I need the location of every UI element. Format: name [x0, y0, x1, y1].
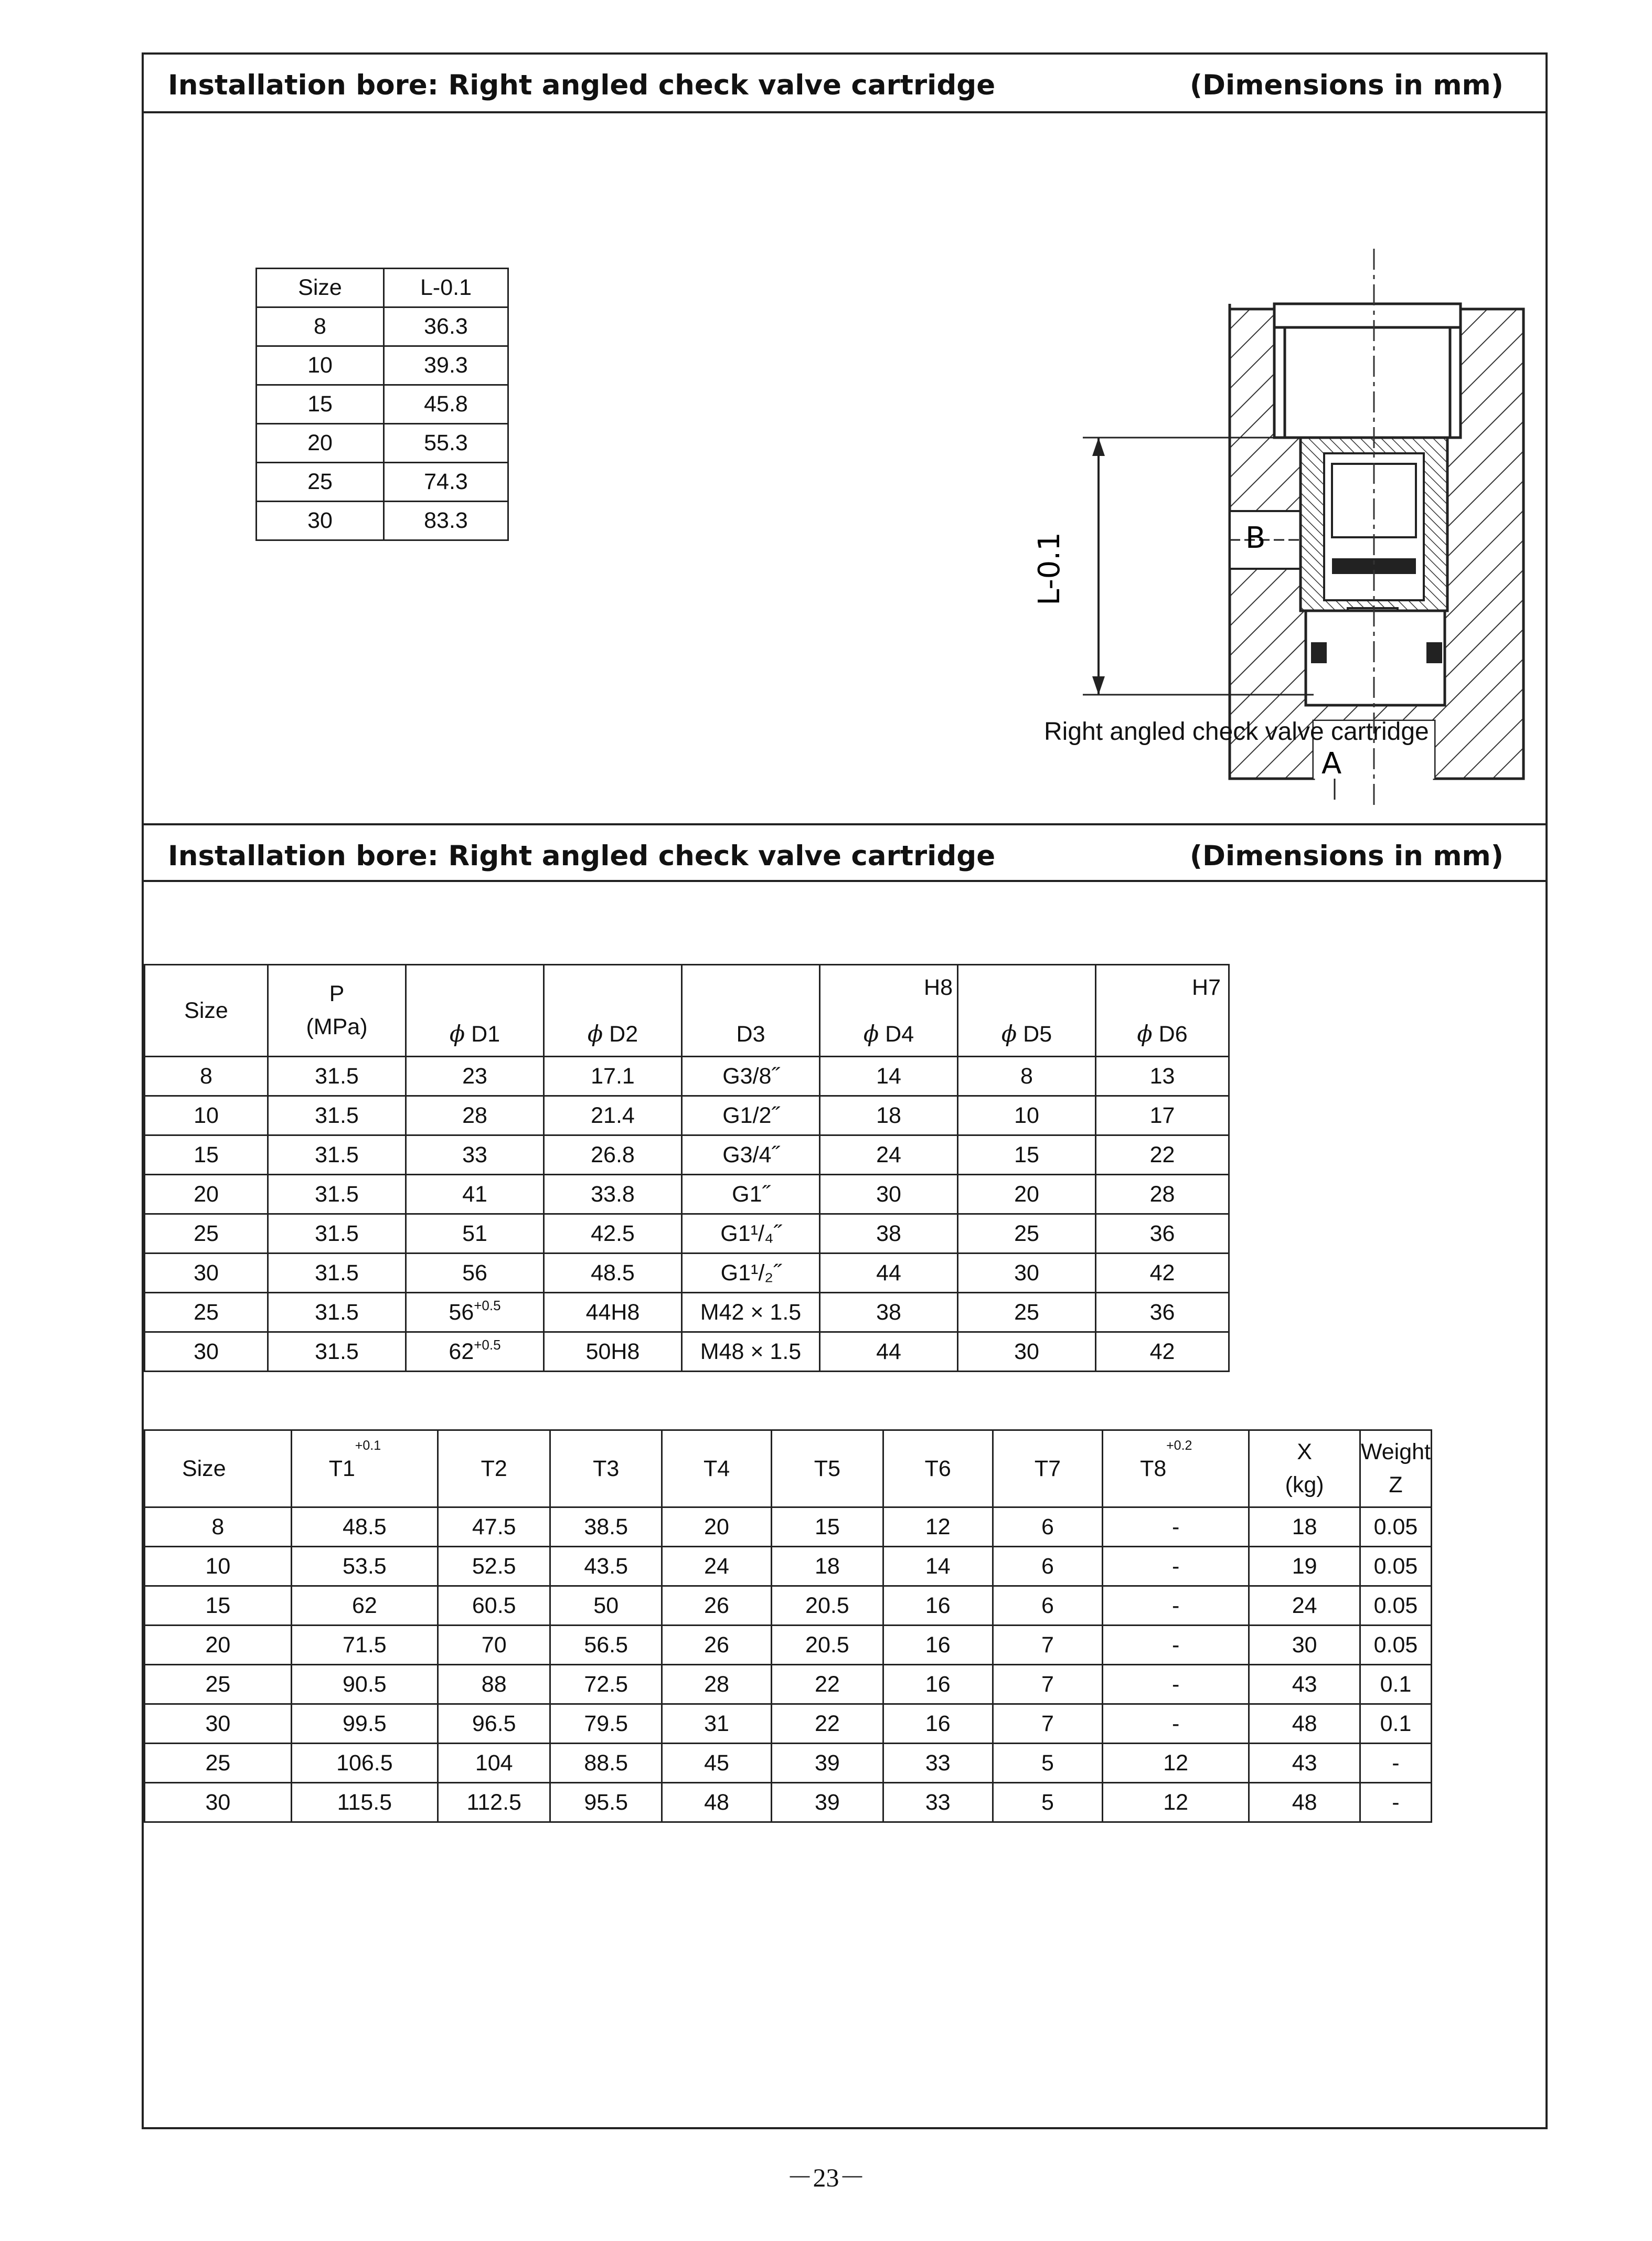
table-row [145, 1096, 1229, 1135]
header-d4: H8 ϕ D4 [820, 965, 958, 1057]
table-cell: 31.5 [268, 1332, 406, 1372]
table-cell: 30 [145, 1254, 268, 1293]
table-cell: 20 [145, 1175, 268, 1214]
table-row [145, 1783, 1432, 1822]
header-x: X (kg) [1249, 1430, 1360, 1507]
table-cell: 60.5 [438, 1586, 550, 1626]
length-table-header: Size [257, 269, 384, 307]
table-cell: 71.5 [291, 1626, 438, 1665]
table-cell: 48.5 [544, 1254, 682, 1293]
table-cell: 115.5 [291, 1783, 438, 1822]
table-cell: 47.5 [438, 1507, 550, 1547]
table-cell: 53.5 [291, 1547, 438, 1586]
table-row [257, 463, 508, 502]
table-cell: 33 [406, 1135, 544, 1175]
table-cell: 83.3 [384, 502, 508, 540]
table-row [145, 1175, 1229, 1214]
table-cell: 45.8 [384, 385, 508, 424]
table-cell: - [1360, 1744, 1431, 1783]
table-cell: - [1103, 1547, 1249, 1586]
table-cell: 25 [145, 1744, 292, 1783]
table-row [145, 1507, 1432, 1547]
table-cell: 19 [1249, 1547, 1360, 1586]
table-cell: 14 [883, 1547, 993, 1586]
table-cell: 51 [406, 1214, 544, 1254]
header-t2: T2 [438, 1430, 550, 1507]
header-d6: H7 ϕ D6 [1096, 965, 1229, 1057]
table-row [257, 385, 508, 424]
table-cell: 23 [406, 1057, 544, 1096]
table-cell: 20 [662, 1507, 771, 1547]
table-cell: 0.1 [1360, 1665, 1431, 1704]
table-row [145, 1704, 1432, 1744]
table-cell: 25 [958, 1214, 1096, 1254]
table-row [145, 1744, 1432, 1783]
table-row [257, 424, 508, 463]
table-cell: 48 [1249, 1704, 1360, 1744]
table-cell: 7 [993, 1665, 1102, 1704]
table-cell: 15 [772, 1507, 883, 1547]
table-cell: 44H8 [544, 1293, 682, 1332]
table-cell: 28 [1096, 1175, 1229, 1214]
table-cell: 7 [993, 1626, 1102, 1665]
table-row [145, 1214, 1229, 1254]
table-cell: 42 [1096, 1332, 1229, 1372]
table-cell: 22 [772, 1665, 883, 1704]
header-d2: ϕ D2 [544, 965, 682, 1057]
table-cell: 17 [1096, 1096, 1229, 1135]
table-cell: 38 [820, 1293, 958, 1332]
table-cell: 25 [257, 463, 384, 502]
table-cell: 30 [257, 502, 384, 540]
table-cell: 104 [438, 1744, 550, 1783]
table-cell: 48 [1249, 1783, 1360, 1822]
diagram-caption: Right angled check valve cartridge [1044, 718, 1429, 746]
table-cell: 38.5 [550, 1507, 662, 1547]
table-cell: 50 [550, 1586, 662, 1626]
table-cell: 15 [145, 1135, 268, 1175]
table-row [145, 1135, 1229, 1175]
table-cell: 33 [883, 1783, 993, 1822]
table-cell: 16 [883, 1665, 993, 1704]
header-size: Size [145, 1430, 292, 1507]
section-header-1 [144, 55, 1546, 113]
table-cell: 38 [820, 1214, 958, 1254]
table-cell: 55.3 [384, 424, 508, 463]
table-row [145, 1626, 1432, 1665]
table-cell: G1/2˝ [682, 1096, 820, 1135]
table-cell: 8 [958, 1057, 1096, 1096]
table-cell: 62 [291, 1586, 438, 1626]
section-title-2: Installation bore: Right angled check valve cartridge [168, 840, 996, 872]
table-cell: 31 [662, 1704, 771, 1744]
table-cell: 44 [820, 1332, 958, 1372]
table-cell: 30 [958, 1332, 1096, 1372]
table-cell: 88 [438, 1665, 550, 1704]
table-row [257, 307, 508, 346]
table-cell: 16 [883, 1626, 993, 1665]
table-cell: 0.1 [1360, 1704, 1431, 1744]
table-cell: 0.05 [1360, 1547, 1431, 1586]
table-cell: 36 [1096, 1293, 1229, 1332]
table-cell: - [1103, 1626, 1249, 1665]
table-cell: 30 [1249, 1626, 1360, 1665]
table-cell: 39.3 [384, 346, 508, 385]
table-cell: 30 [145, 1783, 292, 1822]
table-cell: 106.5 [291, 1744, 438, 1783]
table-cell: 0.05 [1360, 1586, 1431, 1626]
table-cell: 30 [145, 1704, 292, 1744]
page-frame [142, 52, 1548, 2129]
table-cell: M48 × 1.5 [682, 1332, 820, 1372]
table-cell: G1¹/₄˝ [682, 1214, 820, 1254]
table-cell: 10 [257, 346, 384, 385]
table-row [145, 1547, 1432, 1586]
length-table-header: L-0.1 [384, 269, 508, 307]
header-d3: D3 [682, 965, 820, 1057]
table-cell: 24 [662, 1547, 771, 1586]
table-row [145, 1293, 1229, 1332]
table-cell: $62^{+0.5}$ [406, 1332, 544, 1372]
table-cell: 25 [145, 1214, 268, 1254]
table-cell: 36.3 [384, 307, 508, 346]
table-cell: $56^{+0.5}$ [406, 1293, 544, 1332]
table-cell: 48.5 [291, 1507, 438, 1547]
table-cell: 20.5 [772, 1586, 883, 1626]
table-cell: 15 [257, 385, 384, 424]
table-cell: 5 [993, 1783, 1102, 1822]
table-cell: 42.5 [544, 1214, 682, 1254]
table-cell: 39 [772, 1783, 883, 1822]
table-cell: 96.5 [438, 1704, 550, 1744]
table-row [257, 502, 508, 540]
dimensions-note-1: (Dimensions in mm) [1189, 69, 1504, 101]
table-cell: 20.5 [772, 1626, 883, 1665]
table-row [145, 1665, 1432, 1704]
table-cell: 7 [993, 1704, 1102, 1744]
table-cell: 18 [820, 1096, 958, 1135]
table-cell: 0.05 [1360, 1626, 1431, 1665]
table-cell: 0.05 [1360, 1507, 1431, 1547]
table-cell: 31.5 [268, 1254, 406, 1293]
table-cell: 25 [958, 1293, 1096, 1332]
table-header-row [145, 965, 1229, 1057]
table-cell: 24 [820, 1135, 958, 1175]
table-cell: 15 [958, 1135, 1096, 1175]
table-cell: - [1103, 1507, 1249, 1547]
table-cell: 8 [145, 1507, 292, 1547]
table-cell: 10 [145, 1547, 292, 1586]
table-cell: 12 [1103, 1783, 1249, 1822]
table-cell: 30 [145, 1332, 268, 1372]
table-cell: 31.5 [268, 1214, 406, 1254]
table-cell: 5 [993, 1744, 1102, 1783]
table-cell: 16 [883, 1704, 993, 1744]
table-cell: 8 [257, 307, 384, 346]
table-cell: 25 [145, 1293, 268, 1332]
table-cell: 33 [883, 1744, 993, 1783]
table-cell: 22 [1096, 1135, 1229, 1175]
table-row [145, 1254, 1229, 1293]
table-cell: 43.5 [550, 1547, 662, 1586]
table-cell: 26.8 [544, 1135, 682, 1175]
table-cell: 52.5 [438, 1547, 550, 1586]
table-row [145, 1057, 1229, 1096]
header-t8: +0.2 T8 [1103, 1430, 1249, 1507]
header-t7: T7 [993, 1430, 1102, 1507]
port-label-b: B [1245, 521, 1266, 555]
table-cell: 31.5 [268, 1293, 406, 1332]
header-t5: T5 [772, 1430, 883, 1507]
table-cell: G3/8˝ [682, 1057, 820, 1096]
table-cell: 56 [406, 1254, 544, 1293]
table-cell: 18 [1249, 1507, 1360, 1547]
table-cell: 20 [958, 1175, 1096, 1214]
table-cell: 44 [820, 1254, 958, 1293]
table-cell: 112.5 [438, 1783, 550, 1822]
table-cell: 6 [993, 1586, 1102, 1626]
table-cell: M42 × 1.5 [682, 1293, 820, 1332]
header-t6: T6 [883, 1430, 993, 1507]
header-d5: ϕ D5 [958, 965, 1096, 1057]
table-cell: 88.5 [550, 1744, 662, 1783]
table-cell: 95.5 [550, 1783, 662, 1822]
table-cell: G1˝ [682, 1175, 820, 1214]
table-row [145, 1586, 1432, 1626]
table-cell: 70 [438, 1626, 550, 1665]
header-t1: +0.1 T1 [291, 1430, 438, 1507]
dimension-label-length: L-0.1 [1032, 532, 1067, 606]
table-cell: 26 [662, 1586, 771, 1626]
port-label-a: A [1321, 747, 1342, 781]
header-p: P (MPa) [268, 965, 406, 1057]
table-header-row [145, 1430, 1432, 1507]
table-cell: 22 [772, 1704, 883, 1744]
length-table [255, 268, 509, 541]
table-cell: 15 [145, 1586, 292, 1626]
table-cell: 50H8 [544, 1332, 682, 1372]
table-cell: 21.4 [544, 1096, 682, 1135]
table-cell: 31.5 [268, 1175, 406, 1214]
section-title-1: Installation bore: Right angled check valve cartridge [168, 69, 996, 101]
table-cell: 99.5 [291, 1704, 438, 1744]
section-header-2 [144, 823, 1546, 882]
table-cell: - [1360, 1783, 1431, 1822]
table-cell: 45 [662, 1744, 771, 1783]
table-cell: 20 [145, 1626, 292, 1665]
table-cell: 18 [772, 1547, 883, 1586]
table-cell: 43 [1249, 1744, 1360, 1783]
table-cell: 48 [662, 1783, 771, 1822]
table-cell: 28 [662, 1665, 771, 1704]
table-cell: 31.5 [268, 1057, 406, 1096]
table-cell: 74.3 [384, 463, 508, 502]
table-cell: G3/4˝ [682, 1135, 820, 1175]
table-cell: 90.5 [291, 1665, 438, 1704]
header-t3: T3 [550, 1430, 662, 1507]
table-cell: 13 [1096, 1057, 1229, 1096]
table-cell: 26 [662, 1626, 771, 1665]
table-cell: 6 [993, 1507, 1102, 1547]
header-t4: T4 [662, 1430, 771, 1507]
table-cell: 25 [145, 1665, 292, 1704]
table-cell: 16 [883, 1586, 993, 1626]
table-cell: - [1103, 1704, 1249, 1744]
table-cell: 30 [958, 1254, 1096, 1293]
table-cell: G1¹/₂˝ [682, 1254, 820, 1293]
table-cell: 30 [820, 1175, 958, 1214]
table-cell: 20 [257, 424, 384, 463]
table-cell: 12 [883, 1507, 993, 1547]
dimensions-note-2: (Dimensions in mm) [1189, 840, 1504, 872]
table-cell: 24 [1249, 1586, 1360, 1626]
table-row [257, 346, 508, 385]
header-d1: ϕ D1 [406, 965, 544, 1057]
header-size: Size [145, 965, 268, 1057]
table-cell: 10 [145, 1096, 268, 1135]
table-cell: 14 [820, 1057, 958, 1096]
table-cell: 33.8 [544, 1175, 682, 1214]
table-cell: 6 [993, 1547, 1102, 1586]
table-cell: 31.5 [268, 1096, 406, 1135]
header-weight: Weight Z [1360, 1430, 1431, 1507]
table-cell: 43 [1249, 1665, 1360, 1704]
table-cell: 41 [406, 1175, 544, 1214]
table-cell: 17.1 [544, 1057, 682, 1096]
table-cell: 79.5 [550, 1704, 662, 1744]
table-cell: - [1103, 1586, 1249, 1626]
table-cell: 36 [1096, 1214, 1229, 1254]
depth-weight-table [144, 1429, 1432, 1823]
table-cell: 12 [1103, 1744, 1249, 1783]
table-row [145, 1332, 1229, 1372]
table-cell: 31.5 [268, 1135, 406, 1175]
table-cell: 72.5 [550, 1665, 662, 1704]
page-number: －23－ [786, 2163, 866, 2192]
table-cell: 28 [406, 1096, 544, 1135]
table-cell: 8 [145, 1057, 268, 1096]
bore-dimensions-table [144, 964, 1230, 1372]
table-cell: 42 [1096, 1254, 1229, 1293]
table-cell: 39 [772, 1744, 883, 1783]
table-cell: 10 [958, 1096, 1096, 1135]
table-cell: - [1103, 1665, 1249, 1704]
table-cell: 56.5 [550, 1626, 662, 1665]
